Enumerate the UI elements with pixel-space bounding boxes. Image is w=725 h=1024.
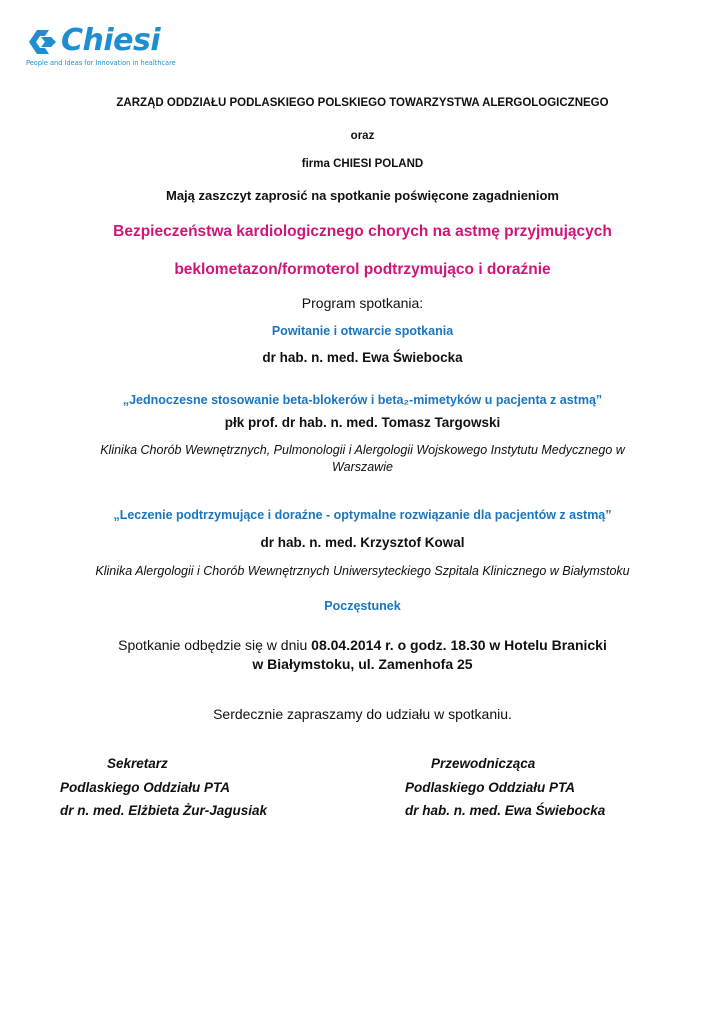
program-item-2-affiliation: Klinika Chorób Wewnętrznych, Pulmonologii i Alergologii Wojskowego Instytutu Medycznego w bbox=[100, 443, 625, 457]
logo-wordmark: Chiesi bbox=[61, 23, 161, 58]
invitation-intro: Mają zaszczyt zaprosić na spotkanie poświęcone zagadnieniom bbox=[165, 188, 559, 203]
program-item-2-speaker: płk prof. dr hab. n. med. Tomasz Targowski bbox=[224, 415, 501, 430]
program-heading: Program spotkania: bbox=[301, 295, 424, 311]
program-item-2-affiliation-city: Warszawie bbox=[332, 460, 393, 474]
signature-right-role: Przewodnicząca bbox=[431, 756, 536, 771]
program-item-2-title: „Jednoczesne stosowanie beta-blokerów i beta₂-mimetyków u pacjenta z astmą” bbox=[122, 393, 603, 407]
signature-right-name: dr hab. n. med. Ewa Świebocka bbox=[405, 803, 606, 818]
chiesi-logo bbox=[25, 24, 180, 68]
company-line: firma CHIESI POLAND bbox=[301, 158, 424, 170]
topic-line-2: beklometazon/formoterol podtrzymująco i doraźnie bbox=[174, 261, 551, 278]
program-item-1-title: Powitanie i otwarcie spotkania bbox=[271, 324, 454, 338]
venue-line-1 bbox=[0, 637, 725, 653]
chiesi-logo-icon bbox=[25, 24, 61, 60]
venue-details: 08.04.2014 r. o godz. 18.30 w Hotelu Branicki bbox=[311, 637, 607, 653]
program-item-3-title: „Leczenie podtrzymujące i doraźne - optymalne rozwiązanie dla pacjentów z astmą” bbox=[113, 508, 612, 522]
logo-tagline: People and Ideas for Innovation in healthcare bbox=[26, 59, 176, 67]
program-item-4-title: Poczęstunek bbox=[324, 599, 401, 613]
signature-right-org: Podlaskiego Oddziału PTA bbox=[405, 780, 576, 795]
signature-left-org: Podlaskiego Oddziału PTA bbox=[60, 780, 231, 795]
venue-line-2: w Białymstoku, ul. Zamenhofa 25 bbox=[252, 656, 473, 672]
conjunction-line: oraz bbox=[350, 130, 375, 142]
closing-invitation: Serdecznie zapraszamy do udziału w spotkaniu. bbox=[213, 706, 512, 722]
topic-line-1: Bezpieczeństwa kardiologicznego chorych na astmę przyjmujących bbox=[113, 223, 612, 240]
venue-prefix: Spotkanie odbędzie się w dniu bbox=[118, 637, 312, 653]
organizer-line: ZARZĄD ODDZIAŁU PODLASKIEGO POLSKIEGO TOWARZYSTWA ALERGOLOGICZNEGO bbox=[116, 97, 609, 109]
program-item-1-speaker: dr hab. n. med. Ewa Świebocka bbox=[262, 350, 463, 365]
signature-left-role: Sekretarz bbox=[107, 756, 168, 771]
program-item-3-speaker: dr hab. n. med. Krzysztof Kowal bbox=[260, 535, 465, 550]
signature-left-name: dr n. med. Elżbieta Żur-Jagusiak bbox=[60, 803, 268, 818]
program-item-3-affiliation: Klinika Alergologii i Chorób Wewnętrznych Uniwersyteckiego Szpitala Klinicznego w Białymstoku bbox=[95, 564, 630, 578]
